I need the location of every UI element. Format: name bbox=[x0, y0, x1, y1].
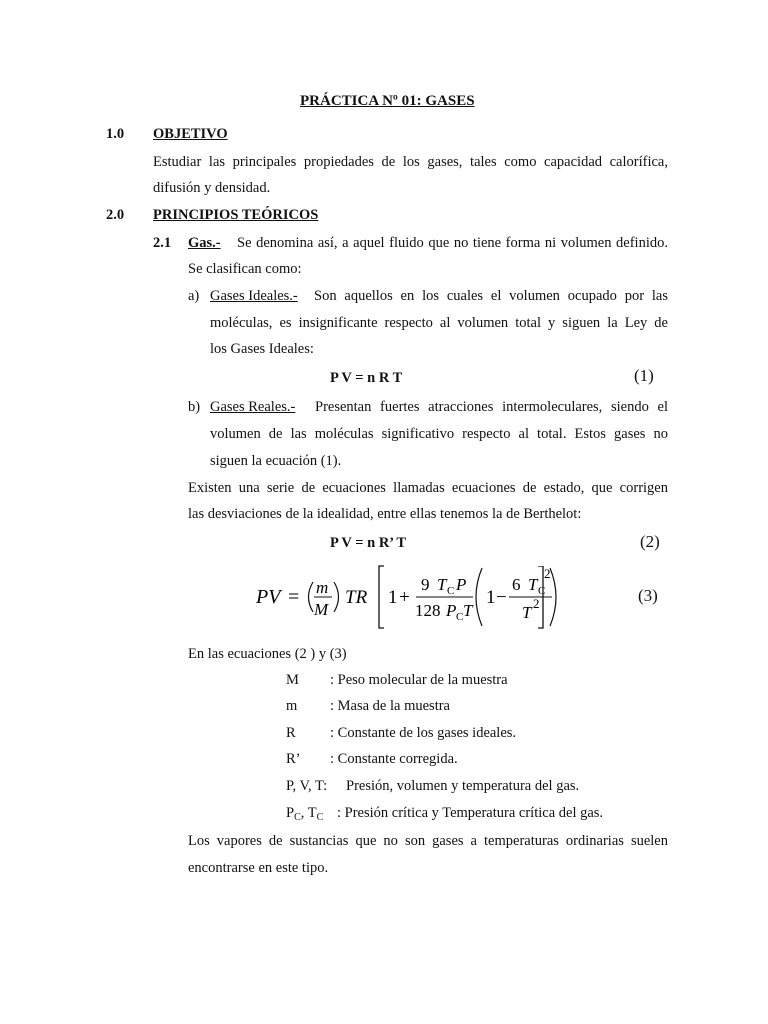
item-a-marker: a) bbox=[188, 288, 200, 304]
eq3-den-T-sq: T bbox=[522, 603, 532, 622]
eq3-den-exp: 2 bbox=[533, 596, 540, 611]
gas-classification: Se clasifican como: bbox=[188, 261, 302, 277]
var-symbol-m: m bbox=[286, 698, 298, 714]
gas-term: Gas.- bbox=[188, 235, 221, 251]
equation-3-number: (3) bbox=[638, 586, 658, 605]
eq3-num-exp: 2 bbox=[544, 566, 551, 581]
page-title: PRÁCTICA Nº 01: GASES bbox=[300, 93, 475, 109]
eq3-one: 1 bbox=[388, 587, 398, 608]
section-1-heading: OBJETIVO bbox=[153, 126, 228, 142]
eq3-den-128: 128 bbox=[415, 601, 441, 620]
subsection-2-1-number: 2.1 bbox=[153, 235, 172, 251]
objective-line-1: Estudiar las principales propiedades de los gases, tales como capacidad calorífica, bbox=[153, 154, 668, 170]
section-1-number: 1.0 bbox=[106, 126, 125, 142]
item-a-line-2: moléculas, es insignificante respecto al volumen total y siguen la Ley de bbox=[210, 315, 668, 331]
eq3-minus: − bbox=[496, 587, 507, 608]
item-a-line-1: Son aquellos en los cuales el volumen ocupado por las bbox=[314, 288, 668, 304]
eq3-num-9: 9 bbox=[421, 575, 430, 594]
berthelot-para-line-2: las desviaciones de la idealidad, entre ellas tenemos la de Berthelot: bbox=[188, 506, 582, 522]
eq3-num-C2: C bbox=[538, 585, 546, 597]
var-desc-pc-tc: : Presión crítica y Temperatura crítica del gas. bbox=[337, 805, 604, 821]
eq3-equals: = bbox=[288, 586, 300, 608]
equation-1: P V = n R T bbox=[330, 370, 403, 386]
eq3-num-6: 6 bbox=[512, 575, 521, 594]
eq3-pv: PV bbox=[256, 586, 281, 608]
section-2-number: 2.0 bbox=[106, 207, 125, 223]
var-symbol-pvt: P, V, T: bbox=[286, 778, 328, 794]
var-symbol-R: R bbox=[286, 725, 296, 741]
item-a-line-3: los Gases Ideales: bbox=[210, 341, 314, 357]
closing-line-1: Los vapores de sustancias que no son gases a temperaturas ordinarias suelen bbox=[188, 833, 668, 849]
closing-line-2: encontrarse en este tipo. bbox=[188, 860, 329, 876]
eq3-inner-one: 1 bbox=[486, 587, 496, 608]
equation-1-number: (1) bbox=[634, 366, 654, 385]
eq3-num-T: T bbox=[437, 575, 447, 594]
section-2-heading: PRINCIPIOS TEÓRICOS bbox=[153, 207, 319, 223]
eq3-num-T2: T bbox=[528, 575, 538, 594]
item-b-line-3: siguen la ecuación (1). bbox=[210, 453, 342, 469]
equation-3-berthelot bbox=[250, 560, 560, 632]
var-desc-R-prime: : Constante corregida. bbox=[330, 751, 458, 767]
eq3-num-P: P bbox=[456, 575, 467, 594]
eq3-M: M bbox=[314, 600, 329, 619]
var-desc-R: : Constante de los gases ideales. bbox=[330, 725, 517, 741]
var-symbol-pc-tc bbox=[286, 804, 323, 827]
equation-2-number: (2) bbox=[640, 532, 660, 551]
equations-reference: En las ecuaciones (2 ) y (3) bbox=[188, 646, 347, 662]
eq3-m: m bbox=[316, 578, 329, 597]
objective-line-2: difusión y densidad. bbox=[153, 180, 271, 196]
berthelot-para-line-1: Existen una serie de ecuaciones llamadas ecuaciones de estado, que corrigen bbox=[188, 480, 668, 496]
item-b-line-2: volumen de las moléculas significativo respecto al total. Estos gases no bbox=[210, 426, 668, 442]
eq3-den-T: T bbox=[463, 601, 473, 620]
var-symbol-M: M bbox=[286, 672, 299, 688]
equation-2: P V = n R’ T bbox=[330, 535, 407, 551]
var-symbol-pc-p: P bbox=[286, 805, 295, 821]
var-symbol-R-prime: R’ bbox=[286, 751, 301, 767]
equation-3-right-bracket bbox=[536, 566, 548, 630]
var-desc-m: : Masa de la muestra bbox=[330, 698, 450, 714]
eq3-num-C: C bbox=[447, 585, 455, 597]
var-desc-M: : Peso molecular de la muestra bbox=[330, 672, 508, 688]
eq3-plus: + bbox=[399, 587, 410, 608]
var-symbol-pc-sub: C bbox=[294, 812, 301, 823]
var-desc-pvt: Presión, volumen y temperatura del gas. bbox=[346, 778, 580, 794]
eq3-tr: TR bbox=[345, 587, 368, 608]
eq3-den-C: C bbox=[456, 611, 464, 623]
item-b-marker: b) bbox=[188, 399, 201, 415]
item-b-term: Gases Reales.- bbox=[210, 399, 296, 415]
gas-definition: Se denomina así, a aquel fluido que no tiene forma ni volumen definido. bbox=[237, 235, 668, 251]
item-a-term: Gases Ideales.- bbox=[210, 288, 298, 304]
eq3-den-P: P bbox=[446, 601, 457, 620]
item-b-line-1: Presentan fuertes atracciones intermoleculares, siendo el bbox=[315, 399, 668, 415]
var-symbol-sep: , T bbox=[300, 805, 317, 821]
var-symbol-tc-sub: C bbox=[316, 812, 324, 823]
